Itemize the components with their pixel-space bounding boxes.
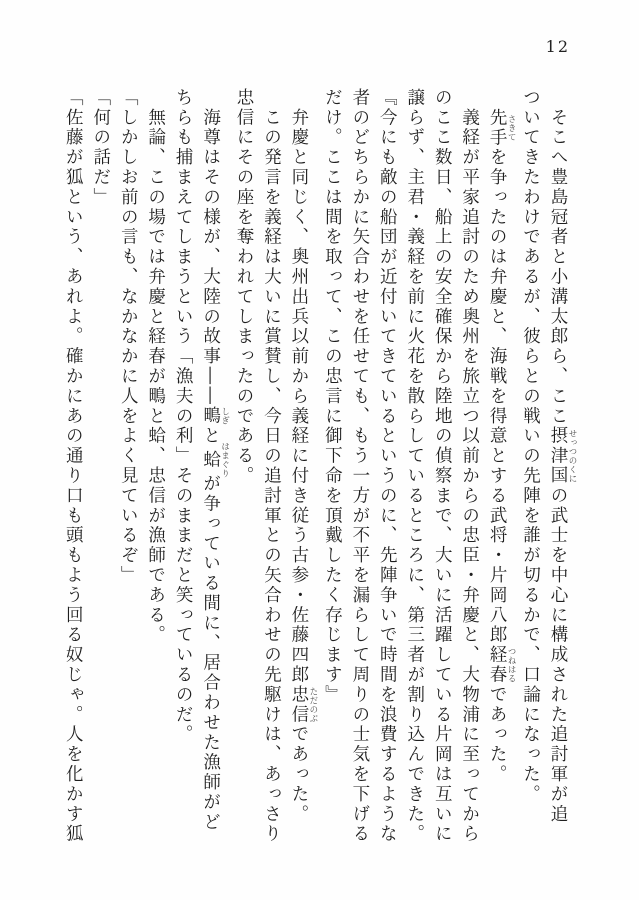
- text-line: だけ。ここは間を取って、この忠言に御下命を頂戴したく存じます』: [322, 88, 343, 705]
- ruby-annotation: 経春 つねはる: [487, 645, 517, 686]
- text-line: 「佐藤が狐という、あれよ。確かにあの通り口も頭もよう回る奴じゃ。人を化かす狐: [63, 88, 84, 845]
- text-block: [59, 88, 577, 848]
- text-line: のここ数日、船上の安全確保から陸地の偵察まで、大いに活躍している片岡は互いに: [432, 88, 453, 845]
- text-line: 譲らず、主君・義経を前に火花を散らしているところに、第三者が割り込んできた。: [404, 88, 425, 845]
- text-line: ちらも捕まえてしまうという「漁夫の利」そのままだと笑っているのだ。: [173, 88, 194, 745]
- text-line: そこへ豊島冠者と小溝太郎ら、ここ摂津国 せっつのくにの武士を中心に構成された追討軍が追: [548, 107, 577, 825]
- text-line: 「何の話だ」: [90, 88, 111, 208]
- page-number: 12: [545, 37, 570, 56]
- text-line: 忠信にその座を奪われてしまったのである。: [234, 88, 255, 486]
- ruby-annotation: 摂津国 せっつのくに: [548, 426, 577, 487]
- ruby-annotation: 忠信 ただのぶ: [288, 685, 318, 725]
- text-line: 『今にも敵の船団が近付いてきているというのに、先陣争いで時間を浪費するような: [377, 88, 398, 845]
- text-line: 海尊はその様が、大陸の故事――鴫 しぎと蛤 はまぐりが争っている間に、居合わせた漁師がど: [200, 107, 230, 833]
- text-line: この発言を義経は大いに賞賛し、今日の追討軍との矢合わせの先駆けは、あっさり: [261, 107, 282, 845]
- ruby-annotation: 鴫 しぎ: [200, 406, 230, 427]
- text-line: 先手 さきてを争ったのは弁慶と、海戦を得意とする武将・片岡八郎経春 つねはるであった。: [487, 107, 517, 785]
- text-line: 「しかしお前の言も、なかなかに人をよく見ているぞ」: [118, 88, 139, 586]
- ruby-annotation: 蛤 はまぐり: [200, 442, 230, 479]
- text-line: 弁慶と同じく、奥州出兵以前から義経に付き従う古参・佐藤四郎忠信 ただのぶであった。: [288, 107, 318, 825]
- text-line: 者のどちらかに矢合わせを任せても、もう一方が不平を漏らして周りの士気を下げる: [349, 88, 370, 845]
- text-line: ついてきたわけであるが、彼らとの戦いの先陣を誰が切るかで、口論になった。: [520, 88, 541, 805]
- ruby-annotation: 先手 さきて: [487, 107, 517, 148]
- text-line: 無論、この場では弁慶と経春が鴫と蛤、忠信が漁師である。: [145, 107, 166, 646]
- text-line: 義経が平家追討のため奥州を旅立つ以前からの忠臣・弁慶と、大物浦に至ってから: [459, 107, 480, 845]
